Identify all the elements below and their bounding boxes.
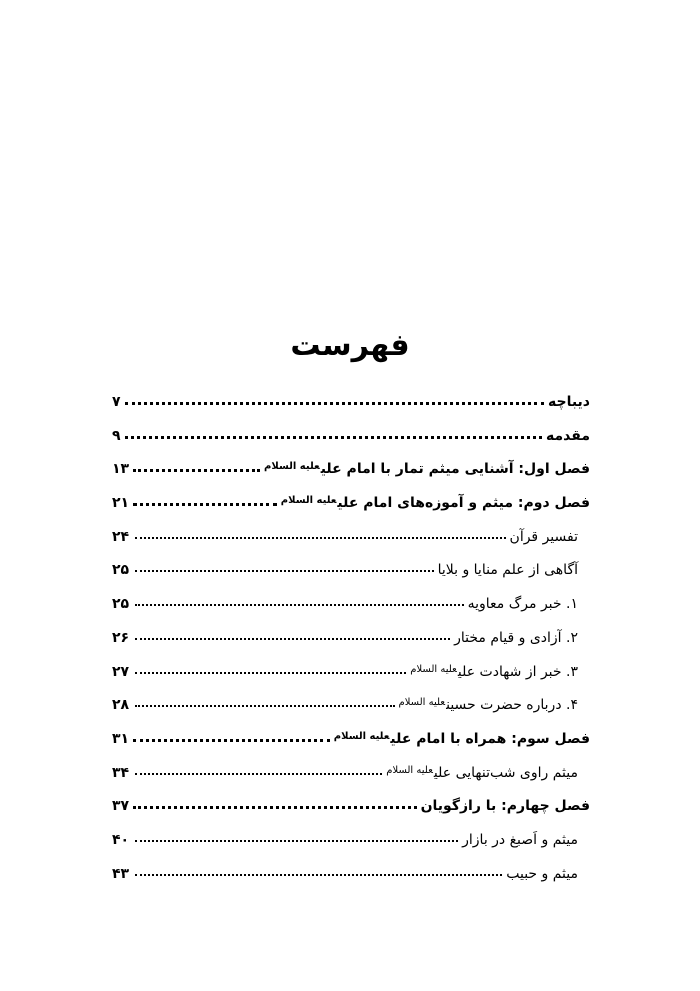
- toc-entry-page: ۲۴: [112, 528, 130, 545]
- honorific-mark: عليه السلام: [264, 461, 320, 473]
- toc-entry-page: ۲۵: [112, 562, 130, 579]
- dot-leader: [133, 723, 330, 742]
- toc-entry-page: ۲۶: [112, 629, 130, 646]
- toc-entry-page: ۲۵: [112, 596, 130, 613]
- honorific-mark: عليه السلام: [410, 663, 457, 675]
- honorific-mark: عليه السلام: [333, 730, 390, 742]
- honorific-mark: عليه السلام: [280, 495, 337, 507]
- page-title: فهرست: [290, 328, 410, 363]
- toc-entry[interactable]: [112, 521, 590, 555]
- toc-entry-page: ۴۳: [112, 865, 130, 882]
- toc-entry-label: مقدمه: [546, 427, 590, 444]
- toc-entry[interactable]: [112, 757, 590, 791]
- toc-entry[interactable]: [112, 689, 590, 723]
- toc-entry-label: آگاهی از علم منایا و بلایا: [437, 562, 578, 579]
- dot-leader: [135, 858, 502, 876]
- toc-entry-page: ۲۱: [112, 495, 130, 512]
- toc-entry-page: ۳۱: [112, 730, 130, 747]
- toc-entry-label: دیباچه: [548, 394, 590, 410]
- dot-leader: [135, 622, 450, 640]
- toc-entry[interactable]: [112, 588, 590, 622]
- toc-entry-label: ۳. خبر از شهادت علی$^{عليه السلام}$: [410, 663, 578, 680]
- toc-entry-page: ۳۷: [112, 798, 130, 815]
- table-of-contents: [112, 386, 590, 891]
- toc-entry[interactable]: [112, 790, 590, 824]
- toc-entry-label: میثم راوی شب‌تنهایی علی$^{عليه السلام}$: [386, 764, 578, 781]
- toc-entry-label: ۴. درباره حضرت حسین$^{عليه السلام}$: [398, 697, 578, 714]
- dot-leader: [135, 554, 434, 572]
- dot-leader: [133, 790, 417, 809]
- dot-leader: [135, 656, 406, 674]
- honorific-mark: عليه السلام: [386, 764, 433, 776]
- toc-entry-label: فصل اول: آشنایی میثم تمار با امام علی$^{عليه السلام}$: [264, 461, 590, 478]
- toc-entry-label: فصل سوم: همراه با امام علی$^{عليه السلام}$: [333, 730, 590, 747]
- toc-entry-label: تفسیر قرآن: [509, 528, 578, 545]
- toc-entry-label: ۲. آزادی و قیام مختار: [454, 629, 578, 646]
- toc-entry-page: ۲۷: [112, 663, 130, 680]
- toc-entry[interactable]: [112, 487, 590, 521]
- toc-entry[interactable]: [112, 554, 590, 588]
- toc-entry-label: میثم و اَصبغ در بازار: [462, 831, 578, 848]
- dot-leader: [135, 824, 458, 842]
- dot-leader: [133, 453, 260, 472]
- dot-leader: [125, 386, 544, 405]
- dot-leader: [135, 689, 394, 707]
- honorific-mark: عليه السلام: [398, 697, 446, 709]
- toc-entry-page: ۱۳: [112, 461, 130, 478]
- toc-entry-page: ۳۴: [112, 764, 130, 781]
- toc-entry-page: ۲۸: [112, 697, 130, 714]
- dot-leader: [135, 588, 464, 606]
- toc-entry-label: میثم و حبیب: [506, 865, 578, 882]
- toc-entry-label: فصل چهارم: با رازگویان: [420, 798, 590, 815]
- dot-leader: [135, 521, 505, 539]
- toc-entry[interactable]: [112, 622, 590, 656]
- toc-entry-label: فصل دوم: میثم و آموزه‌های امام علی$^{عليه السلام}$: [280, 495, 590, 512]
- toc-entry-label: ۱. خبر مرگ معاویه: [467, 596, 578, 613]
- toc-entry[interactable]: [112, 420, 590, 454]
- dot-leader: [135, 757, 382, 775]
- toc-entry-page: ۴۰: [112, 831, 130, 848]
- toc-entry[interactable]: [112, 453, 590, 487]
- toc-entry[interactable]: [112, 656, 590, 690]
- toc-entry[interactable]: [112, 386, 590, 420]
- toc-entry-page: ۷: [112, 394, 121, 410]
- dot-leader: [125, 420, 542, 439]
- toc-entry[interactable]: [112, 723, 590, 757]
- toc-entry[interactable]: [112, 824, 590, 858]
- dot-leader: [133, 487, 277, 506]
- toc-entry[interactable]: [112, 858, 590, 892]
- toc-entry-page: ۹: [112, 427, 121, 444]
